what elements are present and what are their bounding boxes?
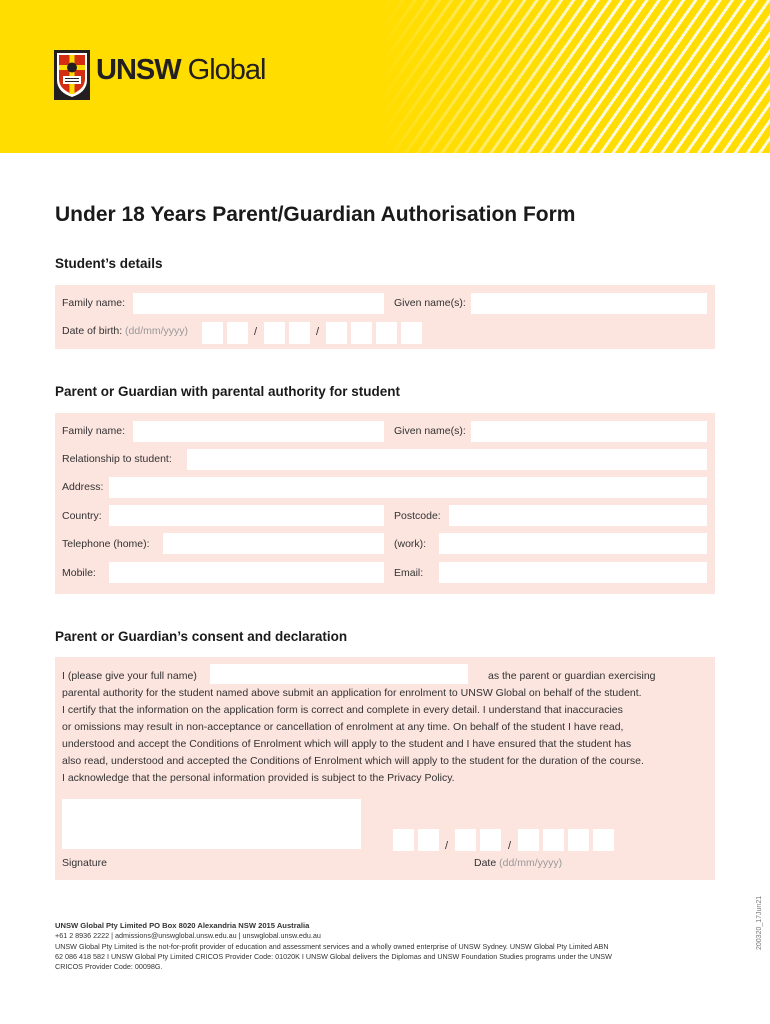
student-dob-month-2[interactable] bbox=[289, 322, 310, 344]
declaration-line-1: parental authority for the student named above submit an application for enrolment to UNSW Global on behalf of the student. bbox=[62, 687, 642, 699]
signature-label: Signature bbox=[62, 857, 107, 869]
guardian-family-name-label: Family name: bbox=[62, 425, 126, 437]
student-dob-year-3[interactable] bbox=[376, 322, 397, 344]
full-name-suffix: as the parent or guardian exercising bbox=[488, 670, 656, 682]
student-dob-year-2[interactable] bbox=[351, 322, 372, 344]
footer-legal-2: 62 086 418 582 I UNSW Global Pty Limited CRICOS Provider Code: 01020K I UNSW Global delivers the Diplomas and UNSW Foundation Studies programs under the UNSW bbox=[55, 951, 612, 961]
postcode-label: Postcode: bbox=[394, 510, 441, 522]
student-dob-year-1[interactable] bbox=[326, 322, 347, 344]
date-label bbox=[474, 857, 562, 869]
header-banner bbox=[0, 0, 770, 153]
student-dob-slash-2: / bbox=[316, 326, 320, 338]
guardian-given-names-label: Given name(s): bbox=[394, 425, 466, 437]
declaration-line-4: understood and accept the Conditions of Enrolment which will apply to the student and I have ensured that the student has bbox=[62, 738, 632, 750]
footer-email-link[interactable]: admissions@unswglobal.unsw.edu.au bbox=[115, 931, 237, 941]
brand-name-light: Global bbox=[180, 54, 266, 86]
unsw-crest-icon bbox=[54, 50, 90, 100]
guardian-family-name-input[interactable] bbox=[133, 421, 384, 442]
full-name-input[interactable] bbox=[210, 664, 468, 684]
country-label: Country: bbox=[62, 510, 102, 522]
signature-input[interactable] bbox=[62, 799, 361, 849]
student-dob-day-2[interactable] bbox=[227, 322, 248, 344]
footer-contact-line bbox=[55, 931, 695, 941]
telephone-work-input[interactable] bbox=[439, 533, 707, 554]
student-family-name-input[interactable] bbox=[133, 293, 384, 314]
student-dob-year-4[interactable] bbox=[401, 322, 422, 344]
footer-separator-2: | bbox=[236, 931, 243, 941]
email-input[interactable] bbox=[439, 562, 707, 583]
telephone-home-label: Telephone (home): bbox=[62, 538, 150, 550]
student-dob-month-1[interactable] bbox=[264, 322, 285, 344]
date-label-text: Date bbox=[474, 857, 497, 869]
footer-company-line: UNSW Global Pty Limited PO Box 8020 Alexandria NSW 2015 Australia bbox=[55, 921, 310, 930]
email-label: Email: bbox=[394, 567, 424, 579]
sign-date-month-2[interactable] bbox=[480, 829, 501, 851]
sign-date-day-2[interactable] bbox=[418, 829, 439, 851]
student-family-name-label: Family name: bbox=[62, 297, 126, 309]
sign-date-slash-1: / bbox=[445, 840, 449, 852]
footer-legal-3: CRICOS Provider Code: 00098G. bbox=[55, 962, 163, 972]
mobile-label: Mobile: bbox=[62, 567, 96, 579]
sign-date-year-2[interactable] bbox=[543, 829, 564, 851]
footer-phone: +61 2 8936 2222 bbox=[55, 931, 110, 941]
full-name-prefix: I (please give your full name) bbox=[62, 670, 197, 682]
student-given-names-input[interactable] bbox=[471, 293, 707, 314]
form-title: Under 18 Years Parent/Guardian Authorisation Form bbox=[55, 203, 576, 226]
sign-date-slash-2: / bbox=[508, 840, 512, 852]
relationship-label: Relationship to student: bbox=[62, 453, 172, 465]
student-dob-day-1[interactable] bbox=[202, 322, 223, 344]
telephone-work-label: (work): bbox=[394, 538, 427, 550]
students-details-heading: Student’s details bbox=[55, 256, 163, 271]
declaration-line-2: I certify that the information on the application form is correct and complete in every detail. I understand that inaccuracies bbox=[62, 704, 623, 716]
student-dob-slash-1: / bbox=[254, 326, 258, 338]
declaration-line-5: also read, understood and accepted the Conditions of Enrolment which will apply to the student for the duration of the course. bbox=[62, 755, 644, 767]
sign-date-day-1[interactable] bbox=[393, 829, 414, 851]
address-input[interactable] bbox=[109, 477, 707, 498]
document-version: 200320_17Jun21 bbox=[756, 895, 763, 950]
footer bbox=[55, 921, 695, 972]
consent-heading: Parent or Guardian’s consent and declaration bbox=[55, 629, 348, 644]
guardian-given-names-input[interactable] bbox=[471, 421, 707, 442]
student-dob-label-text: Date of birth: bbox=[62, 325, 123, 337]
declaration-line-6: I acknowledge that the personal information provided is subject to the Privacy Policy. bbox=[62, 772, 455, 784]
guardian-heading: Parent or Guardian with parental authority for student bbox=[55, 384, 401, 399]
brand-name-bold: UNSW bbox=[96, 54, 181, 86]
relationship-input[interactable] bbox=[187, 449, 707, 470]
declaration-line-3: or omissions may result in non-acceptance or cancellation of enrolment at any time. On behalf of the student I have read, bbox=[62, 721, 624, 733]
sign-date-month-1[interactable] bbox=[455, 829, 476, 851]
decorative-stripes bbox=[380, 0, 770, 153]
mobile-input[interactable] bbox=[109, 562, 384, 583]
brand-wordmark bbox=[96, 54, 266, 87]
sign-date-year-1[interactable] bbox=[518, 829, 539, 851]
student-dob-hint: (dd/mm/yyyy) bbox=[125, 325, 189, 337]
footer-separator-1: | bbox=[109, 931, 116, 941]
date-hint: (dd/mm/yyyy) bbox=[499, 857, 563, 869]
sign-date-year-4[interactable] bbox=[593, 829, 614, 851]
country-input[interactable] bbox=[109, 505, 384, 526]
student-dob-label bbox=[62, 325, 188, 337]
footer-legal-1: UNSW Global Pty Limited is the not-for-profit provider of education and assessment services and a wholly owned enterprise of UNSW Sydney. UNSW Global Pty Limited ABN bbox=[55, 941, 609, 951]
address-label: Address: bbox=[62, 481, 104, 493]
sign-date-year-3[interactable] bbox=[568, 829, 589, 851]
postcode-input[interactable] bbox=[449, 505, 707, 526]
footer-website-link[interactable]: unswglobal.unsw.edu.au bbox=[242, 931, 321, 941]
telephone-home-input[interactable] bbox=[163, 533, 384, 554]
student-given-names-label: Given name(s): bbox=[394, 297, 466, 309]
